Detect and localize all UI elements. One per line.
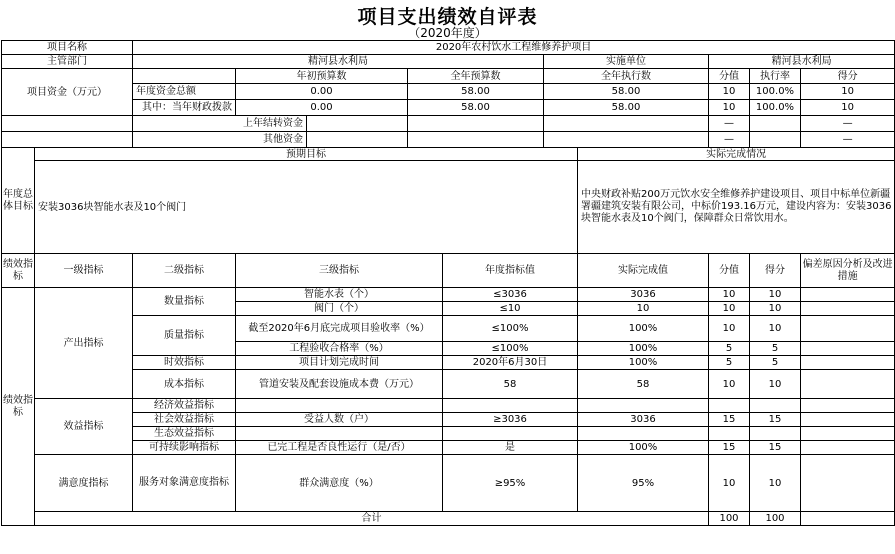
indicator-note — [801, 399, 895, 413]
goals-actual-header: 实际完成情况 — [578, 148, 895, 161]
goals-content-row — [2, 161, 895, 254]
quality-indicator: 质量指标 — [133, 316, 236, 356]
indicator-score-max — [709, 399, 750, 413]
funds-cell: — — [801, 116, 895, 132]
funds-cell: 0.00 — [236, 84, 408, 100]
indicator-note — [801, 413, 895, 427]
indicator-score: 10 — [750, 316, 801, 342]
funds-header-executed: 全年执行数 — [544, 69, 709, 84]
project-row — [2, 41, 895, 55]
funds-blank — [2, 132, 133, 148]
indicator-target — [443, 399, 578, 413]
indicator-note — [801, 427, 895, 441]
indicator-note — [801, 302, 895, 316]
indicator-score-max: 10 — [709, 455, 750, 512]
funds-row-fiscal — [2, 100, 895, 116]
output-indicator: 产出指标 — [35, 288, 133, 399]
funds-header-score-max: 分值 — [709, 69, 750, 84]
funds-header-annual: 全年预算数 — [408, 69, 544, 84]
indicator-score-max: 10 — [709, 302, 750, 316]
funds-row-total — [2, 84, 895, 100]
funds-cell — [750, 132, 801, 148]
indicator-name: 智能水表（个） — [236, 288, 443, 302]
indicator-actual: 10 — [578, 302, 709, 316]
indicator-name: 截至2020年6月底完成项目验收率（%） — [236, 316, 443, 342]
evaluation-table — [1, 40, 895, 526]
indicator-score: 5 — [750, 342, 801, 356]
impl-unit-label: 实施单位 — [544, 55, 709, 69]
indicator-row — [2, 427, 895, 441]
indicator-target: ≤100% — [443, 316, 578, 342]
funds-cell: 10 — [709, 100, 750, 116]
indicator-name: 管道安装及配套设施成本费（万元） — [236, 370, 443, 399]
indicator-actual: 3036 — [578, 288, 709, 302]
indicator-target: ≥95% — [443, 455, 578, 512]
funds-cell: — — [801, 132, 895, 148]
total-score: 100 — [750, 512, 801, 526]
page-subtitle: （2020年度） — [408, 26, 487, 40]
total-score-max: 100 — [709, 512, 750, 526]
funds-cell — [408, 116, 544, 132]
funds-row-label: 其他资金 — [133, 132, 307, 148]
indicator-target: 58 — [443, 370, 578, 399]
indicator-header-row — [2, 254, 895, 288]
indicator-target: ≤3036 — [443, 288, 578, 302]
indicator-row — [2, 399, 895, 413]
funds-cell: 58.00 — [408, 100, 544, 116]
funds-label: 项目资金（万元） — [2, 69, 133, 116]
funds-cell: 10 — [801, 100, 895, 116]
goals-header-row — [2, 148, 895, 161]
indicator-score: 5 — [750, 356, 801, 370]
indicator-header: 年度指标值 — [443, 254, 578, 288]
indicator-name: 阀门（个） — [236, 302, 443, 316]
dept-label: 主管部门 — [2, 55, 133, 69]
funds-header-initial: 年初预算数 — [236, 69, 408, 84]
indicator-score-max: 5 — [709, 342, 750, 356]
funds-blank — [2, 116, 133, 132]
indicator-actual: 100% — [578, 342, 709, 356]
indicator-note — [801, 455, 895, 512]
service-satisfaction-indicator: 服务对象满意度指标 — [133, 455, 236, 512]
benefit-indicator: 效益指标 — [35, 399, 133, 455]
funds-cell: 100.0% — [750, 84, 801, 100]
indicator-header: 得分 — [750, 254, 801, 288]
indicator-score: 10 — [750, 455, 801, 512]
indicator-header: 实际完成值 — [578, 254, 709, 288]
indicator-header-label: 绩效指标 — [2, 254, 35, 288]
funds-cell — [750, 116, 801, 132]
funds-cell: — — [709, 116, 750, 132]
goals-planned-text: 安装3036块智能水表及10个阀门 — [35, 161, 578, 254]
total-row — [2, 512, 895, 526]
dept-value: 精河县水利局 — [133, 55, 544, 69]
indicator-score: 10 — [750, 288, 801, 302]
indicator-name: 项目计划完成时间 — [236, 356, 443, 370]
indicator-header: 分值 — [709, 254, 750, 288]
funds-cell — [307, 116, 408, 132]
indicator-actual: 100% — [578, 316, 709, 342]
social-indicator: 社会效益指标 — [133, 413, 236, 427]
indicator-note — [801, 441, 895, 455]
project-name: 2020年农村饮水工程维修养护项目 — [133, 41, 895, 55]
indicator-score-max: 15 — [709, 413, 750, 427]
indicator-score: 15 — [750, 441, 801, 455]
goals-planned-header: 预期目标 — [35, 148, 578, 161]
impl-unit-value: 精河县水利局 — [709, 55, 895, 69]
indicator-score — [750, 427, 801, 441]
funds-cell: 100.0% — [750, 100, 801, 116]
indicator-name — [236, 399, 443, 413]
indicator-note — [801, 342, 895, 356]
indicator-name — [236, 427, 443, 441]
funds-cell: 58.00 — [544, 84, 709, 100]
funds-cell: 10 — [709, 84, 750, 100]
total-label: 合计 — [35, 512, 709, 526]
indicator-name: 受益人数（户） — [236, 413, 443, 427]
funds-cell — [307, 132, 408, 148]
indicator-note — [801, 288, 895, 302]
ecological-indicator: 生态效益指标 — [133, 427, 236, 441]
indicator-score-max: 5 — [709, 356, 750, 370]
indicator-row — [2, 356, 895, 370]
indicator-header: 二级指标 — [133, 254, 236, 288]
timeliness-indicator: 时效指标 — [133, 356, 236, 370]
indicator-actual — [578, 427, 709, 441]
indicator-score — [750, 399, 801, 413]
indicator-actual: 100% — [578, 441, 709, 455]
funds-cell: — — [709, 132, 750, 148]
indicator-row — [2, 455, 895, 512]
page-title: 项目支出绩效自评表 — [357, 6, 538, 28]
indicator-actual: 100% — [578, 356, 709, 370]
indicator-score-max: 10 — [709, 288, 750, 302]
indicator-row — [2, 288, 895, 302]
indicator-header: 偏差原因分析及改进措施 — [801, 254, 895, 288]
indicator-actual: 95% — [578, 455, 709, 512]
indicator-actual: 58 — [578, 370, 709, 399]
indicator-header: 三级指标 — [236, 254, 443, 288]
quantity-indicator: 数量指标 — [133, 288, 236, 316]
indicator-row — [2, 316, 895, 342]
indicator-score-max: 10 — [709, 370, 750, 399]
project-label: 项目名称 — [2, 41, 133, 55]
funds-header-rate: 执行率 — [750, 69, 801, 84]
indicator-name: 已完工程是否良性运行（是/否） — [236, 441, 443, 455]
funds-cell: 0.00 — [236, 100, 408, 116]
indicator-note — [801, 356, 895, 370]
indicator-target: ≤10 — [443, 302, 578, 316]
funds-cell: 58.00 — [544, 100, 709, 116]
funds-cell: 10 — [801, 84, 895, 100]
funds-row-label: 上年结转资金 — [133, 116, 307, 132]
indicator-row — [2, 441, 895, 455]
funds-cell — [544, 132, 709, 148]
funds-cell — [408, 132, 544, 148]
indicator-target: 2020年6月30日 — [443, 356, 578, 370]
indicator-score: 15 — [750, 413, 801, 427]
indicator-target — [443, 427, 578, 441]
funds-row-label: 年度资金总额 — [133, 84, 236, 100]
dept-row — [2, 55, 895, 69]
indicator-header: 一级指标 — [35, 254, 133, 288]
funds-header-row — [2, 69, 895, 84]
indicator-score-max: 15 — [709, 441, 750, 455]
indicator-note — [801, 370, 895, 399]
satisfaction-indicator: 满意度指标 — [35, 455, 133, 512]
indicator-score-max — [709, 427, 750, 441]
funds-cell — [544, 116, 709, 132]
funds-header-blank — [133, 69, 236, 84]
indicator-note — [801, 316, 895, 342]
total-note — [801, 512, 895, 526]
funds-cell: 58.00 — [408, 84, 544, 100]
funds-row-other — [2, 132, 895, 148]
indicator-score-max: 10 — [709, 316, 750, 342]
indicator-name: 工程验收合格率（%） — [236, 342, 443, 356]
goals-actual-text: 中央财政补贴200万元饮水安全维修养护建设项目、项目中标单位新疆署疆建筑安装有限公司，中标价193.16万元，建设内容为：安装3036块智能水表及10个阀门，保障群众日常饮用水。 — [578, 161, 895, 254]
indicator-actual: 3036 — [578, 413, 709, 427]
funds-row-carryover — [2, 116, 895, 132]
cost-indicator: 成本指标 — [133, 370, 236, 399]
economic-indicator: 经济效益指标 — [133, 399, 236, 413]
funds-row-label: 其中：当年财政拨款 — [133, 100, 236, 116]
indicator-score: 10 — [750, 302, 801, 316]
indicator-target: ≤100% — [443, 342, 578, 356]
goals-label: 年度总体目标 — [2, 148, 35, 254]
indicator-name: 群众满意度（%） — [236, 455, 443, 512]
indicator-row — [2, 370, 895, 399]
indicator-row-label: 绩效指标 — [2, 288, 35, 526]
indicator-target: 是 — [443, 441, 578, 455]
indicator-target: ≥3036 — [443, 413, 578, 427]
funds-header-score: 得分 — [801, 69, 895, 84]
indicator-score: 10 — [750, 370, 801, 399]
indicator-row — [2, 413, 895, 427]
sustainability-indicator: 可持续影响指标 — [133, 441, 236, 455]
indicator-actual — [578, 399, 709, 413]
